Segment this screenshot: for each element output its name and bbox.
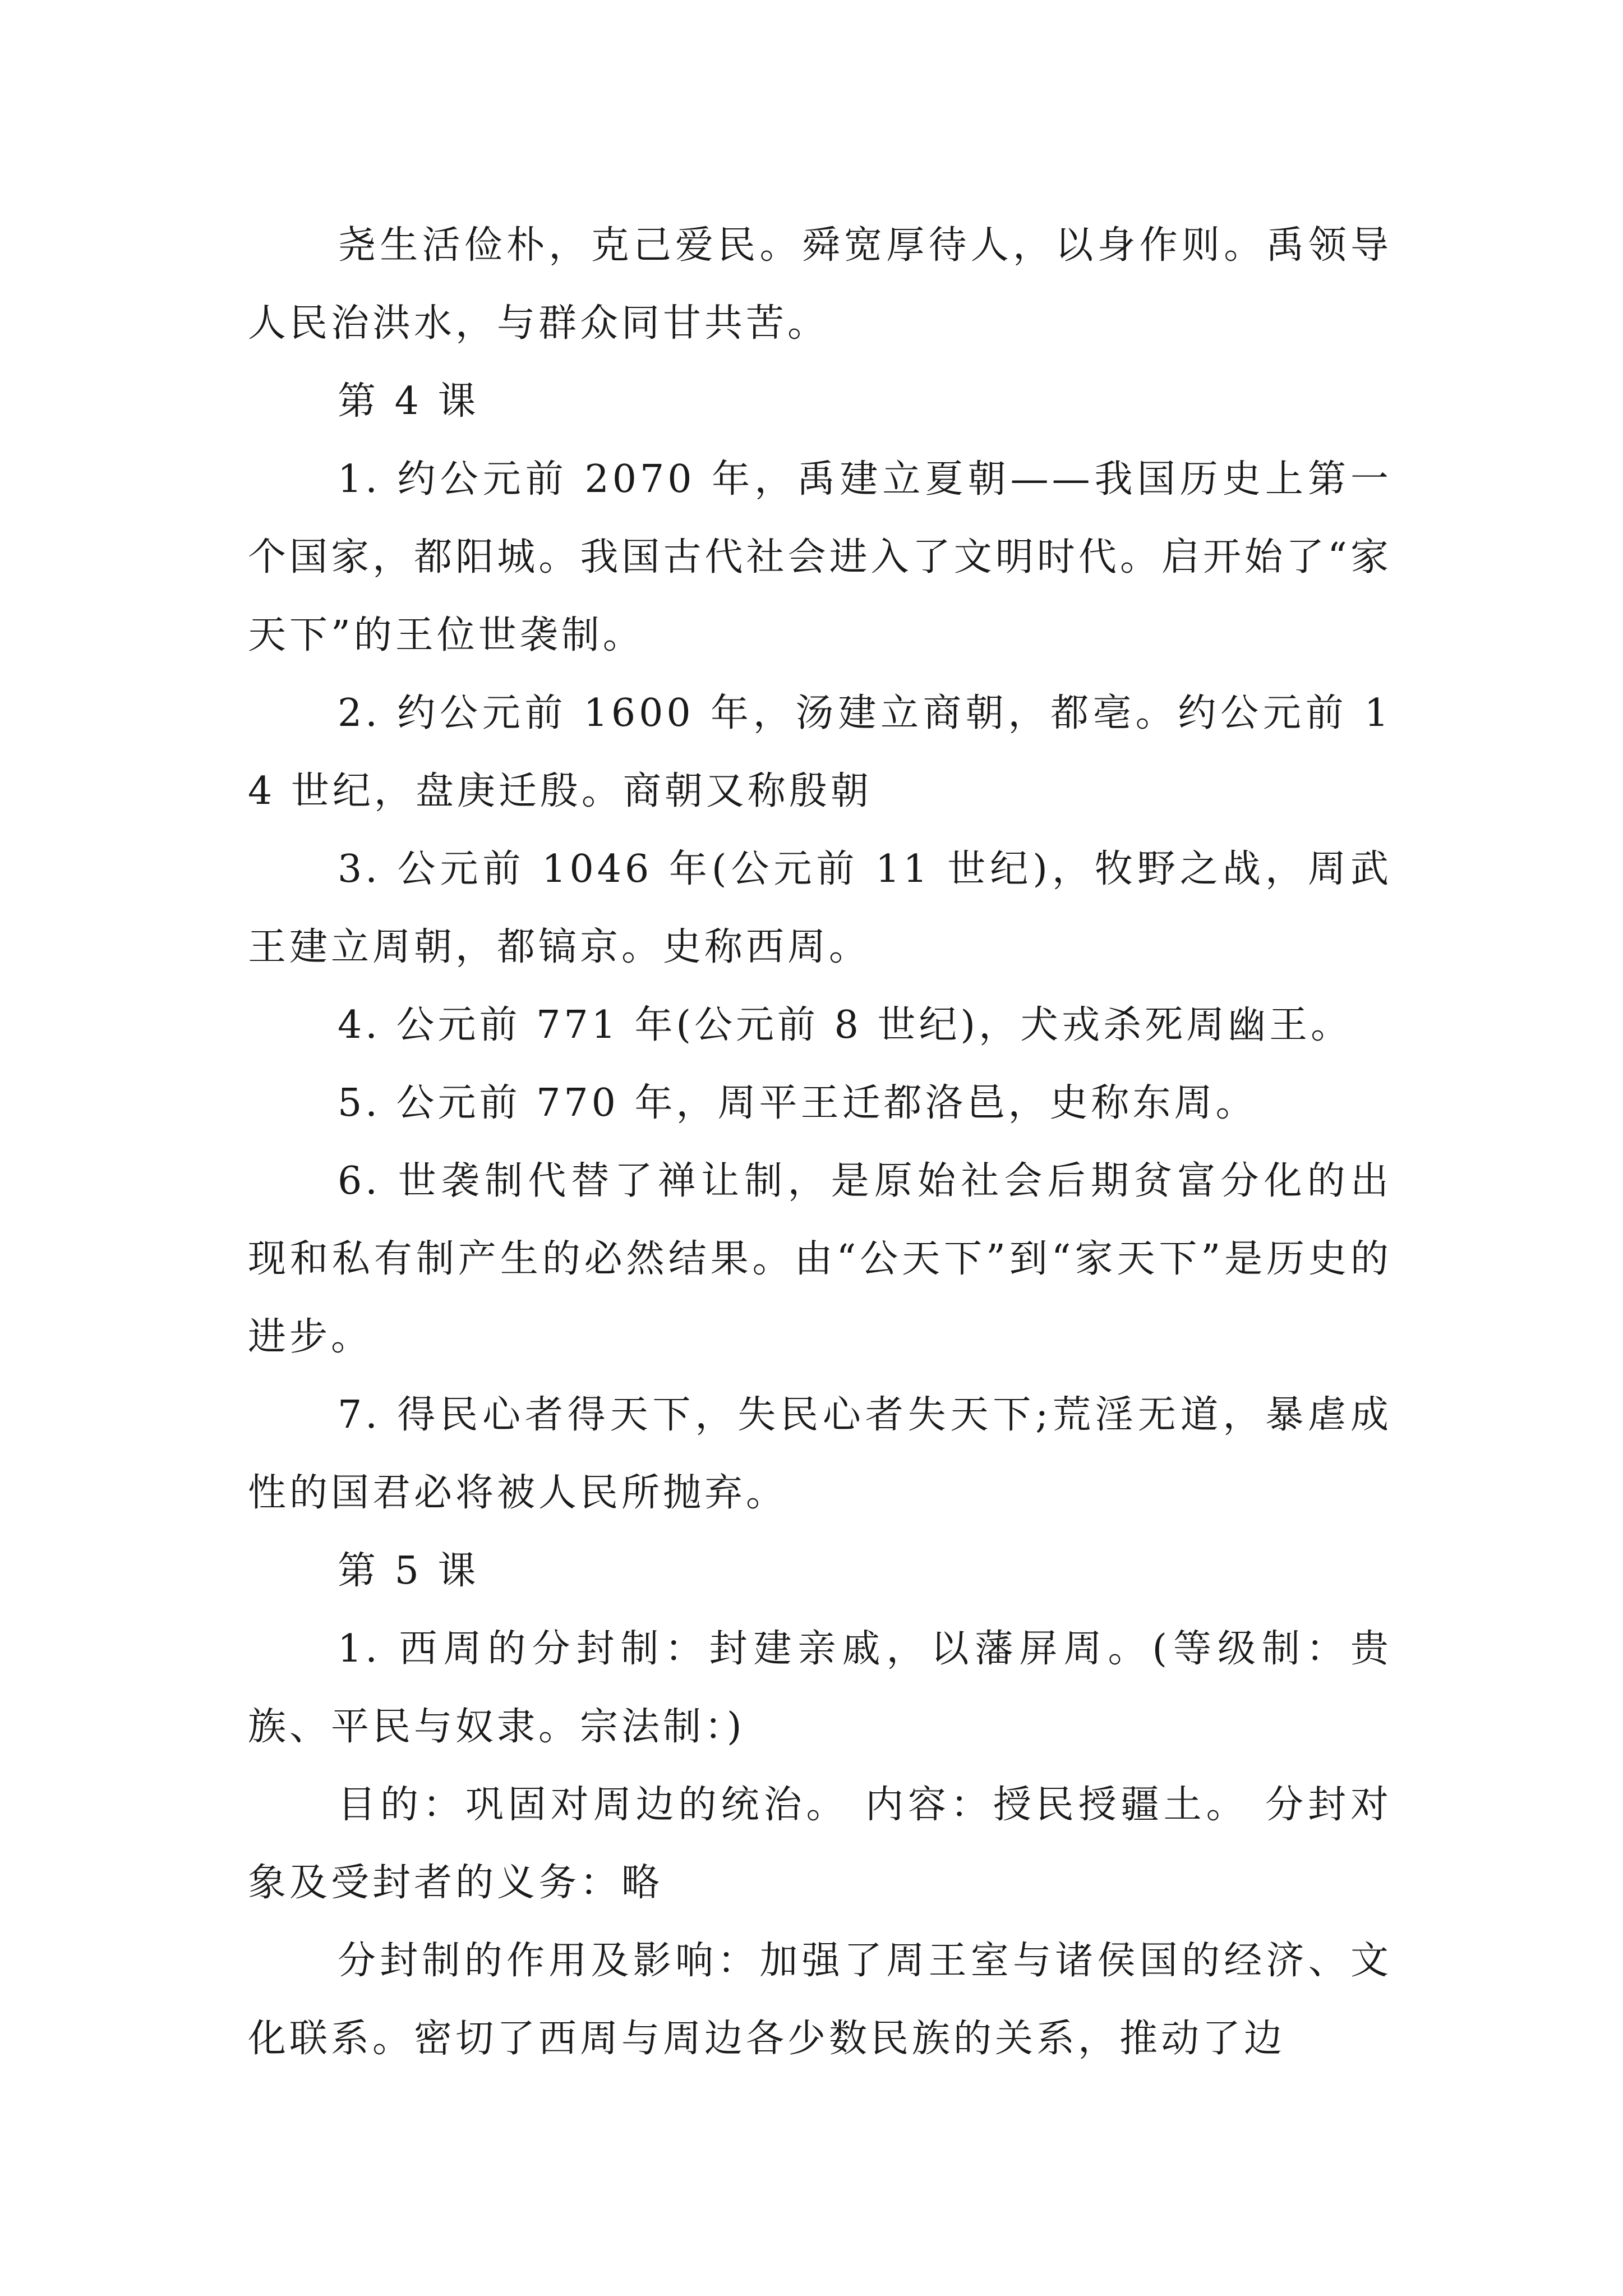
document-body (248, 206, 1392, 2078)
lesson-5-purpose: 目的：巩固对周边的统治。 内容：授民授疆土。 分封对象及受封者的义务：略 (248, 1783, 1392, 1905)
lesson-4-heading: 第 4 课 (338, 379, 479, 424)
lesson-4-item-5: 5. 公元前 770 年，周平王迁都洛邑，史称东周。 (338, 1081, 1257, 1125)
lesson-5-impact: 分封制的作用及影响：加强了周王室与诸侯国的经济、文化联系。密切了西周与周边各少数民族的关系，推动了边 (248, 1939, 1392, 2061)
lesson-4-item-3: 3. 公元前 1046 年(公元前 11 世纪)，牧野之战，周武王建立周朝，都镐京。史称西周。 (248, 847, 1392, 969)
lesson-4-item-6: 6. 世袭制代替了禅让制，是原始社会后期贫富分化的出现和私有制产生的必然结果。由“公天下”到“家天下”是历史的进步。 (248, 1159, 1392, 1359)
lesson-5-heading: 第 5 课 (338, 1549, 479, 1593)
paragraph-intro: 尧生活俭朴，克己爱民。舜宽厚待人，以身作则。禹领导人民治洪水，与群众同甘共苦。 (248, 223, 1392, 346)
lesson-5-item-1: 1. 西周的分封制：封建亲戚，以藩屏周。(等级制：贵族、平民与奴隶。宗法制：) (248, 1627, 1392, 1749)
lesson-4-item-7: 7. 得民心者得天下，失民心者失天下;荒淫无道，暴虐成性的国君必将被人民所抛弃。 (248, 1393, 1392, 1515)
lesson-4-item-1: 1. 约公元前 2070 年，禹建立夏朝——我国历史上第一个国家，都阳城。我国古代社会进入了文明时代。启开始了“家天下”的王位世袭制。 (248, 457, 1392, 657)
lesson-4-item-4: 4. 公元前 771 年(公元前 8 世纪)，犬戎杀死周幽王。 (338, 1003, 1353, 1047)
lesson-4-item-2: 2. 约公元前 1600 年，汤建立商朝，都亳。约公元前 14 世纪，盘庚迁殷。商朝又称殷朝 (248, 691, 1392, 813)
